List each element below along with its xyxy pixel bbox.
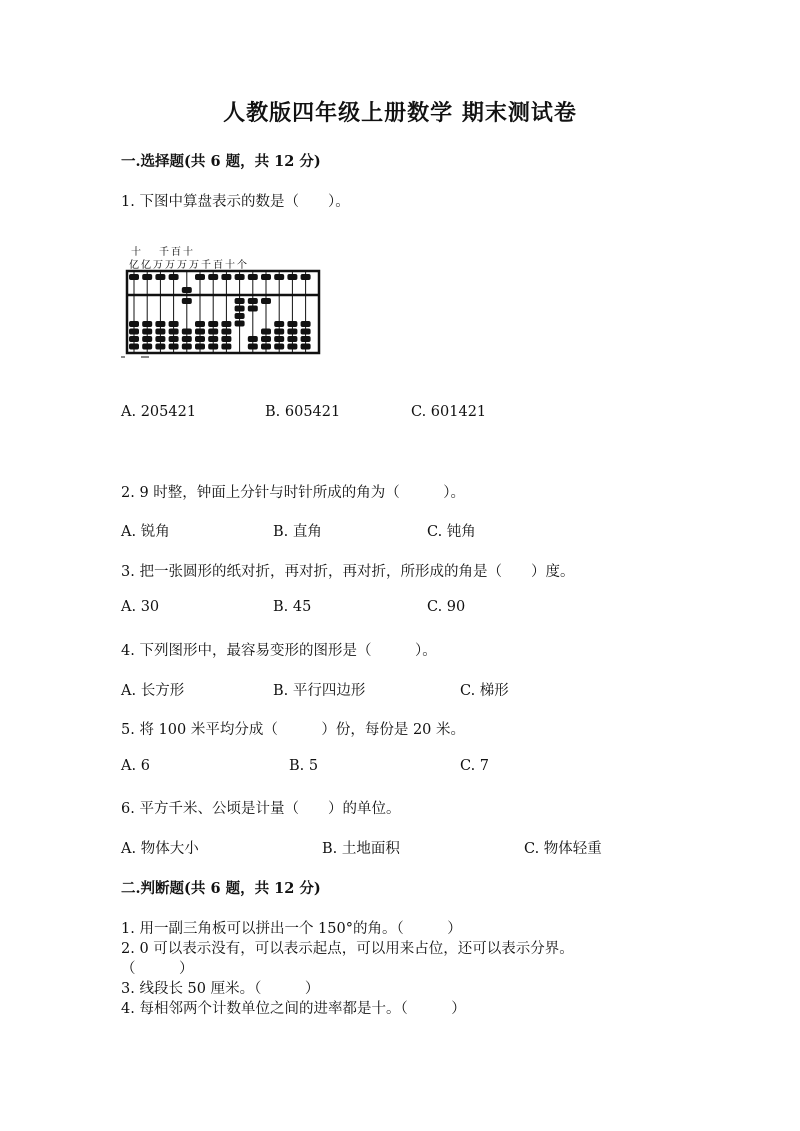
abacus-bead	[182, 287, 192, 293]
abacus-bead	[208, 274, 218, 280]
abacus-bead	[274, 321, 284, 327]
abacus-bead	[195, 336, 205, 342]
abacus-bead	[169, 336, 179, 342]
q1-option-c[interactable]: C. 601421	[411, 404, 487, 420]
q4-option-c[interactable]: C. 梯形	[460, 683, 509, 699]
abacus-place-label: 十	[225, 260, 235, 271]
abacus-bead	[261, 336, 271, 342]
abacus-place-label: 亿	[141, 260, 151, 271]
abacus-bead	[274, 336, 284, 342]
q3-option-c[interactable]: C. 90	[427, 599, 466, 615]
question-3: 3. 把一张圆形的纸对折，再对折，再对折，所形成的角是（ ）度。	[121, 564, 575, 580]
abacus-bead	[235, 306, 245, 312]
abacus-bead	[129, 344, 139, 350]
q1-option-a[interactable]: A. 205421	[121, 404, 197, 420]
abacus-bead	[248, 274, 258, 280]
abacus-bead	[195, 344, 205, 350]
abacus-bead	[169, 329, 179, 335]
abacus-bead	[169, 321, 179, 327]
abacus-bead	[301, 336, 311, 342]
question-5: 5. 将 100 米平均分成（ ）份，每份是 20 米。	[121, 722, 466, 738]
abacus-bead	[235, 313, 245, 319]
abacus-bead	[235, 298, 245, 304]
abacus-bead	[155, 321, 165, 327]
abacus-place-label: 千	[201, 260, 211, 271]
abacus-bead	[142, 344, 152, 350]
abacus-bead	[182, 336, 192, 342]
judgement-item-1: 1. 用一副三角板可以拼出一个 150°的角。（ ）	[121, 921, 462, 937]
q5-option-b[interactable]: B. 5	[289, 758, 319, 774]
q2-option-c[interactable]: C. 钝角	[427, 524, 476, 540]
abacus-bead	[235, 274, 245, 280]
q3-option-a[interactable]: A. 30	[121, 599, 160, 615]
abacus-bead	[129, 321, 139, 327]
judgement-item-4: 4. 每相邻两个计数单位之间的进率都是十。（ ）	[121, 1001, 466, 1017]
abacus-bead	[261, 344, 271, 350]
abacus-bead	[274, 329, 284, 335]
abacus-bead	[142, 274, 152, 280]
abacus-place-label: 亿	[129, 260, 139, 271]
abacus-bead	[274, 274, 284, 280]
abacus-bead	[182, 344, 192, 350]
abacus-bead	[208, 344, 218, 350]
abacus-bead	[129, 329, 139, 335]
abacus-bead	[155, 336, 165, 342]
abacus-bead	[248, 298, 258, 304]
question-2: 2. 9 时整，钟面上分针与时针所成的角为（ ）。	[121, 485, 466, 501]
abacus-bead	[169, 274, 179, 280]
q2-option-a[interactable]: A. 锐角	[121, 524, 170, 540]
abacus-bead	[221, 321, 231, 327]
section-heading-choice: 一.选择题(共 6 题，共 12 分)	[121, 153, 321, 170]
abacus-bead	[287, 329, 297, 335]
q2-option-b[interactable]: B. 直角	[273, 524, 322, 540]
q5-option-a[interactable]: A. 6	[121, 758, 150, 774]
abacus-bead	[208, 321, 218, 327]
judgement-item-3: 3. 线段长 50 厘米。（ ）	[121, 981, 320, 997]
judgement-item-2-bracket: （ ）	[121, 961, 194, 977]
abacus-top-label: 十	[131, 247, 141, 258]
abacus-bead	[248, 336, 258, 342]
abacus-bead	[261, 298, 271, 304]
page-title: 人教版四年级上册数学 期末测试卷	[223, 100, 577, 126]
abacus-bead	[221, 329, 231, 335]
q4-option-b[interactable]: B. 平行四边形	[273, 683, 366, 699]
abacus-bead	[248, 306, 258, 312]
judgement-item-2: 2. 0 可以表示没有，可以表示起点，可以用来占位，还可以表示分界。	[121, 941, 574, 957]
abacus-bead	[142, 329, 152, 335]
abacus-figure	[121, 244, 326, 368]
q6-option-b[interactable]: B. 土地面积	[322, 841, 400, 857]
abacus-bead	[287, 344, 297, 350]
abacus-place-label: 万	[165, 260, 175, 271]
abacus-place-label: 万	[153, 260, 163, 271]
abacus-top-label: 百	[171, 247, 181, 258]
abacus-bead	[261, 274, 271, 280]
abacus-bead	[195, 321, 205, 327]
abacus-top-label: 千	[159, 247, 169, 258]
q6-option-c[interactable]: C. 物体轻重	[524, 841, 602, 857]
abacus-bead	[208, 329, 218, 335]
question-4: 4. 下列图形中，最容易变形的图形是（ ）。	[121, 643, 437, 659]
abacus-bead	[301, 344, 311, 350]
abacus-bead	[287, 336, 297, 342]
abacus-bead	[301, 329, 311, 335]
abacus-bead	[248, 344, 258, 350]
abacus-bead	[301, 274, 311, 280]
q5-option-c[interactable]: C. 7	[460, 758, 490, 774]
abacus-bead	[155, 344, 165, 350]
question-1: 1. 下图中算盘表示的数是（ ）。	[121, 194, 350, 210]
abacus-place-label: 万	[189, 260, 199, 271]
q4-option-a[interactable]: A. 长方形	[121, 683, 185, 699]
section-heading-judgement: 二.判断题(共 6 题，共 12 分)	[121, 880, 321, 897]
abacus-bead	[169, 344, 179, 350]
abacus-place-label: 个	[237, 260, 247, 271]
abacus-bead	[208, 336, 218, 342]
abacus-bead	[155, 274, 165, 280]
abacus-bead	[274, 344, 284, 350]
q3-option-b[interactable]: B. 45	[273, 599, 312, 615]
abacus-place-label: 百	[213, 260, 223, 271]
abacus-bead	[155, 329, 165, 335]
abacus-top-label: 十	[183, 247, 193, 258]
abacus-place-label: 万	[177, 260, 187, 271]
abacus-bead	[129, 274, 139, 280]
abacus-bead	[182, 298, 192, 304]
abacus-bead	[129, 336, 139, 342]
q1-option-b[interactable]: B. 605421	[265, 404, 341, 420]
abacus-bead	[301, 321, 311, 327]
abacus-bead	[287, 321, 297, 327]
abacus-bead	[221, 344, 231, 350]
abacus-bead	[195, 329, 205, 335]
abacus-bead	[235, 321, 245, 327]
question-6: 6. 平方千米、公顷是计量（ ）的单位。	[121, 801, 401, 817]
abacus-bead	[221, 336, 231, 342]
abacus-bead	[287, 274, 297, 280]
q6-option-a[interactable]: A. 物体大小	[121, 841, 199, 857]
abacus-bead	[195, 274, 205, 280]
abacus-bead	[182, 329, 192, 335]
abacus-bead	[221, 274, 231, 280]
abacus-bead	[261, 329, 271, 335]
abacus-bead	[142, 336, 152, 342]
abacus-bead	[142, 321, 152, 327]
